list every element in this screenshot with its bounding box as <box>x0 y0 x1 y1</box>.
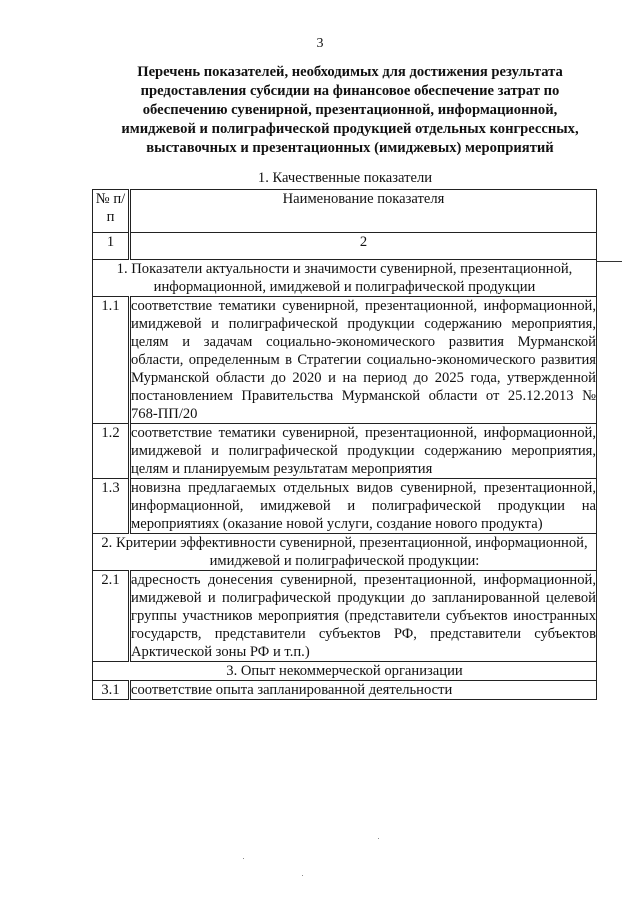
table-row <box>93 297 597 424</box>
row-number: 1.1 <box>93 297 130 424</box>
row-number: 1.2 <box>93 424 130 479</box>
row-text: соответствие тематики сувенирной, презентационной, информационной, имиджевой и полиграфической продукции содержанию мероприятия, целям и планируемым результатам мероприятия <box>131 425 596 477</box>
table-row <box>93 479 597 534</box>
title-line: Перечень показателей, необходимых для достижения результата <box>137 64 563 80</box>
table-row <box>93 681 597 700</box>
row-number: 1.3 <box>93 479 130 534</box>
page-number: 3 <box>316 36 324 51</box>
group-title: 2. Критерии эффективности сувенирной, презентационной, информационной, имиджевой и полиграфической продукции: <box>93 534 597 571</box>
group-row <box>93 534 597 571</box>
title-line: обеспечению сувенирной, презентационной, информационной, <box>142 102 558 118</box>
row-number: 2.1 <box>93 571 130 662</box>
table-index-row <box>93 233 597 260</box>
index-name-cell: 2 <box>130 233 597 260</box>
indicators-table <box>92 189 597 700</box>
index-number-cell: 1 <box>93 233 130 260</box>
group-row <box>93 662 597 681</box>
header-name-cell: Наименование показателя <box>130 190 597 233</box>
scan-speck <box>378 838 379 839</box>
row-text: новизна предлагаемых отдельных видов сувенирной, презентационной, информационной, имиджевой и полиграфической продукции на мероприятиях (оказание новой услуги, создание нового продукта) <box>131 480 596 532</box>
table-row <box>93 424 597 479</box>
header-number-cell: № п/п <box>93 190 130 233</box>
group-title: 3. Опыт некоммерческой организации <box>93 662 597 681</box>
title-line: выставочных и презентационных (имиджевых) мероприятий <box>146 140 554 156</box>
group-title: 1. Показатели актуальности и значимости сувенирной, презентационной, информационной, имиджевой и полиграфической продукции <box>93 260 597 297</box>
row-number: 3.1 <box>93 681 130 700</box>
title-line: предоставления субсидии на финансовое обеспечение затрат по <box>140 83 560 99</box>
row-text: адресность донесения сувенирной, презентационной, информационной, имиджевой и полиграфической продукции до запланированной целевой группы участников мероприятия (представители субъектов иностранных государств, представители субъектов РФ, представители субъектов Арктической зоны РФ и т.п.) <box>131 572 596 660</box>
scan-speck <box>302 875 303 876</box>
section-caption: 1. Качественные показатели <box>257 170 433 186</box>
scan-artifact-line <box>596 261 622 262</box>
table-row <box>93 571 597 662</box>
row-text: соответствие тематики сувенирной, презентационной, информационной, имиджевой и полиграфической продукции содержанию мероприятия, целям и задачам социально-экономического развития Мурманской области, определенным в Стратегии социально-экономического развития Мурманской области до 2020 и на период до 2025 года, утвержденной постановлением Правительства Мурманской области от 25.12.2013 № 768-ПП/20 <box>131 298 596 422</box>
title-line: имиджевой и полиграфической продукцией отдельных конгрессных, <box>121 121 579 137</box>
scan-speck <box>243 858 244 859</box>
document-title <box>95 63 605 158</box>
group-row <box>93 260 597 297</box>
row-text: соответствие опыта запланированной деятельности <box>130 681 597 700</box>
table-header-row <box>93 190 597 233</box>
